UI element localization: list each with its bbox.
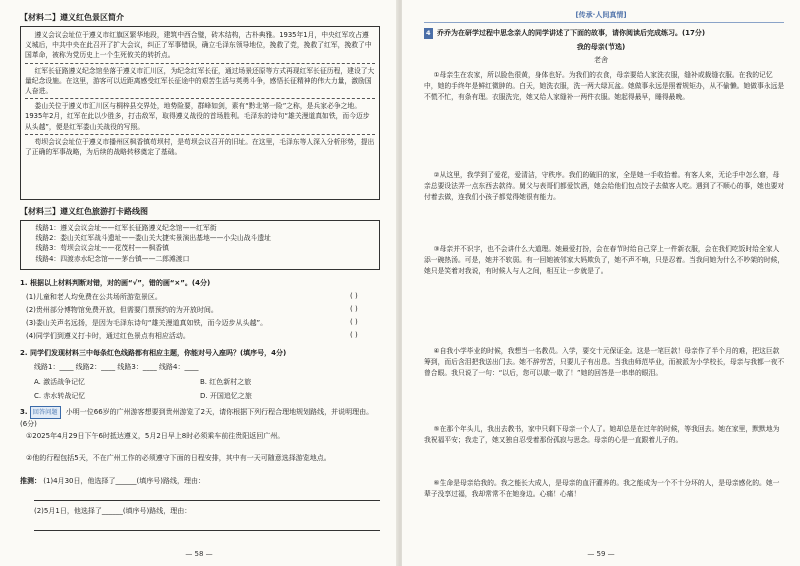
q2-answer-line[interactable]: 线路1：____ 线路2：____ 线路3：____ 线路4：____ <box>34 363 199 371</box>
q2-option-c: C. 赤水转战记忆 <box>34 392 86 400</box>
question-3 <box>20 406 380 430</box>
question-4-text: 乔乔为在研学过程中思念亲人的同学讲述了下面的故事，请你阅读后完成练习。(17分) <box>436 29 706 37</box>
q1-item-2: (2)贵州部分博物馆免费开放，但需要门票预约的为开放时间。 <box>26 306 218 314</box>
answer-line[interactable] <box>34 530 380 531</box>
q2-option-b: B. 红色新村之旅 <box>200 378 252 386</box>
material2-para-2: 红军长征路遵义纪念馆坐落于遵义市汇川区，为纪念红军长征，通过场景还原等方式再现红军长征历程，建设了大量纪念设施。在这里，游客可以近距离感受红军长征途中的艰苦生活与英勇斗争，感悟长征精神的伟大力量，激励国人奋进。 <box>25 66 375 96</box>
route-4: 线路4：四渡赤水纪念馆——茅台镇——二郎滩渡口 <box>35 254 190 263</box>
story-para-3: ③母亲并不识字，也不会讲什么大道理。她最爱打扮，会在春节时给自己穿上一件新衣服，会在我们吃饭时给全家人添一碗热汤。可是，她并不软弱。有一回她被邻家大妈欺负了，她不声不响，只是忍着。当我问她为什么不吵架的时候，她只是笑着对我说，有时候人与人之间，相互让一步就是了。 <box>424 245 785 276</box>
q3-number: 3. <box>20 408 28 416</box>
q1-item-4: (4)同学们到遵义打卡时，通过红色景点有相应活动。 <box>26 332 190 340</box>
material2-para-3: 娄山关位于遵义市汇川区与桐梓县交界处，地势险要，群峰如剑，素有“黔北第一险”之称，是兵家必争之地。1935年2月，红军在此以少胜多，打击敌军，取得遵义战役的首场胜利。毛泽东的诗句“雄关漫道真如铁，而今迈步从头越”，便是红军娄山关战役的写照。 <box>25 102 370 131</box>
page-number: — 59 — <box>587 550 615 558</box>
story-para-6: ⑥生命是母亲给我的。我之能长大成人，是母亲的血汗灌养的。我之能成为一个不十分坏的人，是母亲感化的。她一辈子没享过福，我却常常不在她身边。心痛！心痛！ <box>424 479 780 499</box>
story-para-2: ②从这里，我学到了爱花，爱清洁，守秩序。我们的破旧的家，全是她一手收拾着。有客人来，无论手中怎么窘，母亲总要设法弄一点东西去款待。舅父与表哥们都爱饮酒，她会给他们包点饺子去做客人吃。遇到了不顺心的事，她也要对付着去做，连我们小孩子都觉得她很有能力。 <box>424 171 785 202</box>
answer-line[interactable] <box>34 500 380 501</box>
divider <box>25 134 375 135</box>
material2-title: 【材料二】遵义红色景区简介 <box>20 13 124 22</box>
route-1: 线路1：遵义会议会址——红军长征路遵义纪念馆——红军街 <box>35 224 217 232</box>
q3-answer-label: 推测： <box>20 477 41 485</box>
q3-item-1: ①2025年4月29日下午6时抵达遵义，5月2日早上8时必须乘车前往贵阳返回广州。 <box>26 432 285 440</box>
question-1: 1. 根据以上材料判断对错，对的画“√”，错的画“×”。(4分) <box>20 279 211 287</box>
material2-para-1: 遵义会议会址位于遵义市红旗区繁华地段，建筑中西合璧，砖木结构，古朴典雅。1935年1月，中央红军攻占遵义城后，中共中央在此召开了扩大会议，纠正了军事错误，确立毛泽东领导地位，挽救了党，挽救了红军，挽救了中国革命，被称为党历史上一个生死攸关的转折点。 <box>25 31 372 60</box>
q1-item-1: (1)儿童和老人均免费在公共场所游览景区。 <box>26 293 162 301</box>
page-number: — 58 — <box>185 550 213 558</box>
answer-paren[interactable]: ( ) <box>350 292 358 300</box>
answer-paren[interactable]: ( ) <box>350 305 358 313</box>
question-number-badge: 4 <box>426 29 431 37</box>
q3-stamp: 回答问题 <box>30 406 61 419</box>
material2-box <box>20 26 380 200</box>
material2-para-4: 苟坝会议会址位于遵义市播州区枫香镇苟坝村，是苟坝会议召开的旧址。在这里，毛泽东等人深入分析形势，提出了正确的军事战略，为后续的战略转移奠定了基础。 <box>25 137 375 157</box>
answer-paren[interactable]: ( ) <box>350 318 358 326</box>
q3-answer-1 <box>20 476 380 487</box>
routes-box <box>20 220 380 270</box>
header-rule <box>424 22 784 23</box>
q1-item-3: (3)娄山关声名远扬，是因为毛泽东诗句“雄关漫道真如铁，而今迈步从头越”。 <box>26 319 268 327</box>
story-author: 老舍 <box>594 56 608 64</box>
q2-option-a: A. 激活战争记忆 <box>34 378 86 386</box>
story-title: 我的母亲(节选) <box>576 43 626 51</box>
route-3: 线路3：苟坝会议会址——花茂村——枫香镇 <box>35 244 169 253</box>
q3-answer-2[interactable]: (2)5月1日，他选择了______(填序号)路线，理由： <box>34 507 192 515</box>
story-para-1: ①母亲生在农家，所以脸色很黄，身体也好。为我们的衣食，母亲要给人家洗衣服，缝补或裁缝衣服。在我的记忆中，她的手终年是鲜红微肿的。白天，她洗衣服，洗一两大绿瓦盆。她做事永远是照着规矩办，从不偷懒。她做事永远是不慌不忙，有条有理。衣服洗完，她又给人家缝补一两件衣服。她起得最早，睡得最晚。 <box>424 71 785 102</box>
answer-paren[interactable]: ( ) <box>350 331 358 339</box>
route-2: 线路2：娄山关红军战斗遗址——娄山关大捷实景演出基地——小尖山战斗遗址 <box>35 234 271 243</box>
q3-text: 小明一位66岁的广州游客想要到贵州游览了2天，请你根据下列行程合理地规划路线，并说明理由。(6分) <box>20 408 374 428</box>
q2-option-d: D. 开国追忆之旅 <box>200 392 252 400</box>
divider <box>25 98 375 99</box>
divider <box>25 63 375 64</box>
right-page <box>402 0 800 566</box>
q3-item-2: ②他的行程包括5天，不在广州工作的必须遵守下面的日程安排，其中有一天可随意选择游览地点。 <box>26 454 331 462</box>
left-page <box>0 0 398 566</box>
page-header: [传承·人间真情] <box>575 11 627 19</box>
question-4 <box>424 28 786 39</box>
material3-title: 【材料三】遵义红色旅游打卡路线图 <box>20 207 148 216</box>
story-para-4: ④自我小学毕业的时候，我想当一名教员。入学，要交十元保证金。这是一笔巨款！母亲作了半个月的难，把这巨款筹到，而后含泪把我送出门去。她不辞劳苦，只要儿子有出息。当我由师范毕业，而被派为小学校长，母亲与我都一夜不曾合眼。我只说了一句：“以后，您可以歇一歇了！”她的回答是一串串的眼泪。 <box>424 347 785 378</box>
question-2: 2. 同学们发现材料三中每条红色线路都有相应主题，你能对号入座吗？(填序号，4分) <box>20 349 287 357</box>
q3-answer-1-text[interactable]: (1)4月30日，他选择了______(填序号)路线，理由： <box>43 477 205 485</box>
story-para-5: ⑤在那个年头儿，我出去教书，家中只剩下母亲一个人了。她却总是在过年的时候，等我回去。她在家里，默默地为我祝福平安；我走了，她又独自忍受着那份孤寂与思念。母亲的心是一直跟着儿子的。 <box>424 425 780 445</box>
